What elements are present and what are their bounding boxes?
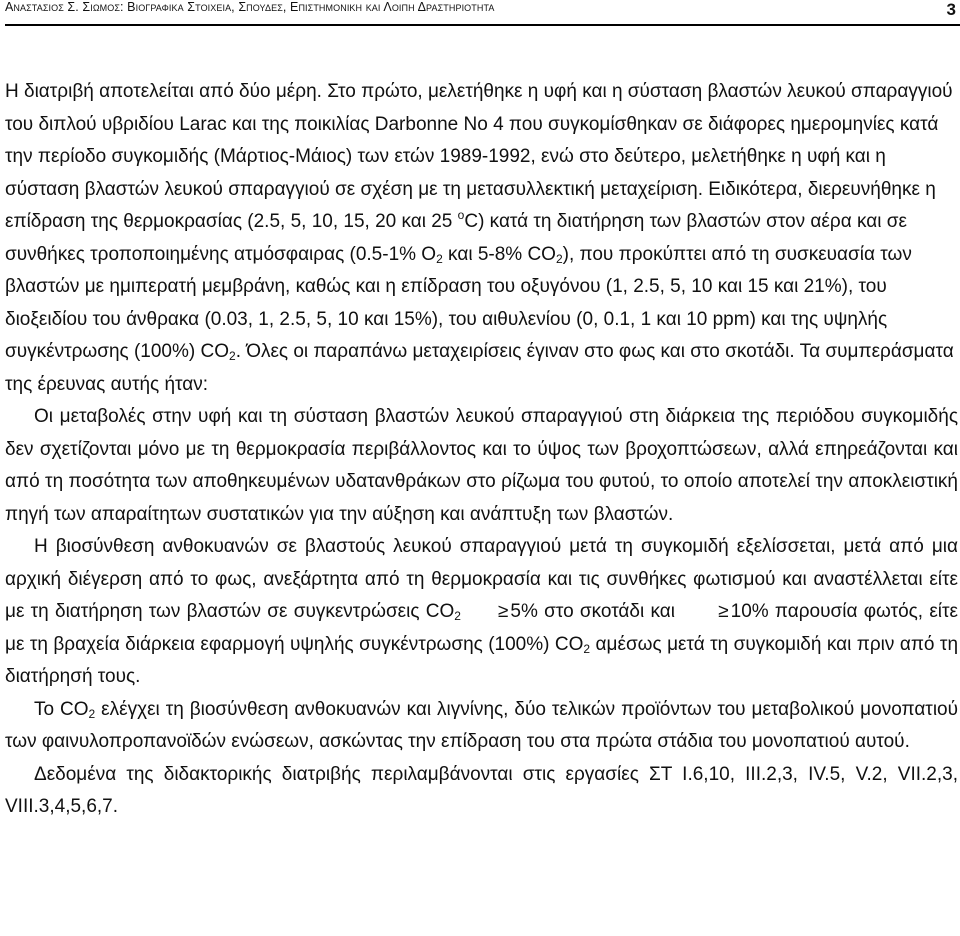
text-run: 10% παρουσία φωτός, είτε με τη βραχεία διάρκεια εφαρμογή υψηλής συγκέντρωσης (100%) CO xyxy=(5,601,959,655)
running-title: Αναστασιος Σ. Σιωμος: Βιογραφικα Στοιχεια, Σπουδες, Επιστημονικη και Λοιπη Δραστηριοτητα xyxy=(5,0,495,14)
paragraph-thesis-intro xyxy=(5,76,958,401)
text-run: αμέσως μετά τη συγκομιδή και πριν από τη διατήρησή τους. xyxy=(5,633,959,687)
text-run: Το CO xyxy=(34,698,89,720)
subscript: 2 xyxy=(436,251,443,266)
text-run: ελέγχει τη βιοσύνθεση ανθοκυανών και λιγνίνης, δύο τελικών προϊόντων του μεταβολικού μονοπατιού των φαινυλοπροπανοϊδών ενώσεων, ασκώντας την επίδραση του στα πρώτα στάδια του μονοπατιού αυτού. xyxy=(5,698,958,752)
geq-symbol: ≥ xyxy=(497,601,509,622)
subscript: 2 xyxy=(88,706,96,721)
paragraph-publications: Δεδομένα της διδακτορικής διατριβής περιλαμβάνονται στις εργασίες ΣΤ Ι.6,10, ΙΙΙ.2,3, ΙV.5, V.2, VII.2,3, VIII.3,4,5,6,7. xyxy=(5,763,958,817)
text-run: . Όλες οι παραπάνω μεταχειρίσεις έγιναν στο φως και στο σκοτάδι. Τα συμπεράσματα της έρευνας αυτής ήταν: xyxy=(5,341,954,395)
subscript: 2 xyxy=(555,251,563,266)
paragraph-conclusion-2 xyxy=(5,531,958,694)
paragraph-conclusion-3 xyxy=(5,694,958,759)
page-header xyxy=(5,0,960,30)
page-number: 3 xyxy=(946,0,956,19)
subscript: 2 xyxy=(583,641,591,656)
subscript: 2 xyxy=(454,609,461,623)
header-rule xyxy=(5,24,960,26)
geq-symbol: ≥ xyxy=(718,601,729,622)
degree-symbol: o xyxy=(457,208,465,222)
text-run: ), που προκύπτει από τη συσκευασία των βλαστών με ημιπερατή μεμβράνη, καθώς και η επίδραση του οξυγόνου (1, 2.5, 5, 10 και 15 και 21%), του διοξειδίου του άνθρακα (0.03, 1, 2.5, 5, 10 και 15%), του αιθυλενίου (0, 0.1, 1 και 10 ppm) και της υψηλής συγκέντρωσης (100%) CO xyxy=(5,243,912,362)
text-run: και 5-8% CO xyxy=(442,243,556,265)
text-run: 5% στο σκοτάδι και xyxy=(510,601,682,622)
subscript: 2 xyxy=(229,349,236,363)
text-run: Η διατριβή αποτελείται από δύο μέρη. Στο πρώτο, μελετήθηκε η υφή και η σύσταση βλαστών λευκού σπαραγγιού του διπλού υβριδίου Larac και της ποικιλίας Darbonne No 4 που συγκομίσθηκαν σε διάφορες ημερομηνίες κατά την περίοδο συγκομιδής (Μάρτιος-Μάιος) των ετών 1989-1992, ενώ στο δεύτερο, μελετήθηκε η υφή και η σύσταση βλαστών λευκού σπαραγγιού σε σχέση με τη μετασυλλεκτική μεταχείριση. Ειδικότερα, διερευνήθηκε η επίδραση της θερμοκρασίας (2.5, 5, 10, 15, 20 και 25 xyxy=(5,81,953,232)
paragraph-conclusion-1: Οι μεταβολές στην υφή και τη σύσταση βλαστών λευκού σπαραγγιού στη διάρκεια της περιόδου συγκομιδής δεν σχετίζονται μόνο με τη θερμοκρασία περιβάλλοντος και το ύψος των βροχοπτώσεων, αλλά επηρεάζονται και από τη ποσότητα των αποθηκευμένων υδατανθράκων στο ρίζωμα του φυτού, το οποίο αποτελεί την αποκλειστική πηγή των απαραίτητων συστατικών για την αύξηση και ανάπτυξη των βλαστών. xyxy=(5,406,958,525)
text-run: C) κατά τη διατήρηση των βλαστών στον αέρα και σε συνθήκες τροποποιημένης ατμόσφαιρας (0.5-1% O xyxy=(5,211,907,265)
document-body xyxy=(5,76,958,824)
text-run: Η βιοσύνθεση ανθοκυανών σε βλαστούς λευκού σπαραγγιού μετά τη συγκομιδή εξελίσσεται, μετά από μια αρχική διέγερση από το φως, ανεξάρτητα από τη θερμοκρασία και τις συνθήκες φωτισμού και αναστέλλεται είτε με τη διατήρηση των βλαστών σε συγκεντρώσεις CO xyxy=(5,536,958,622)
